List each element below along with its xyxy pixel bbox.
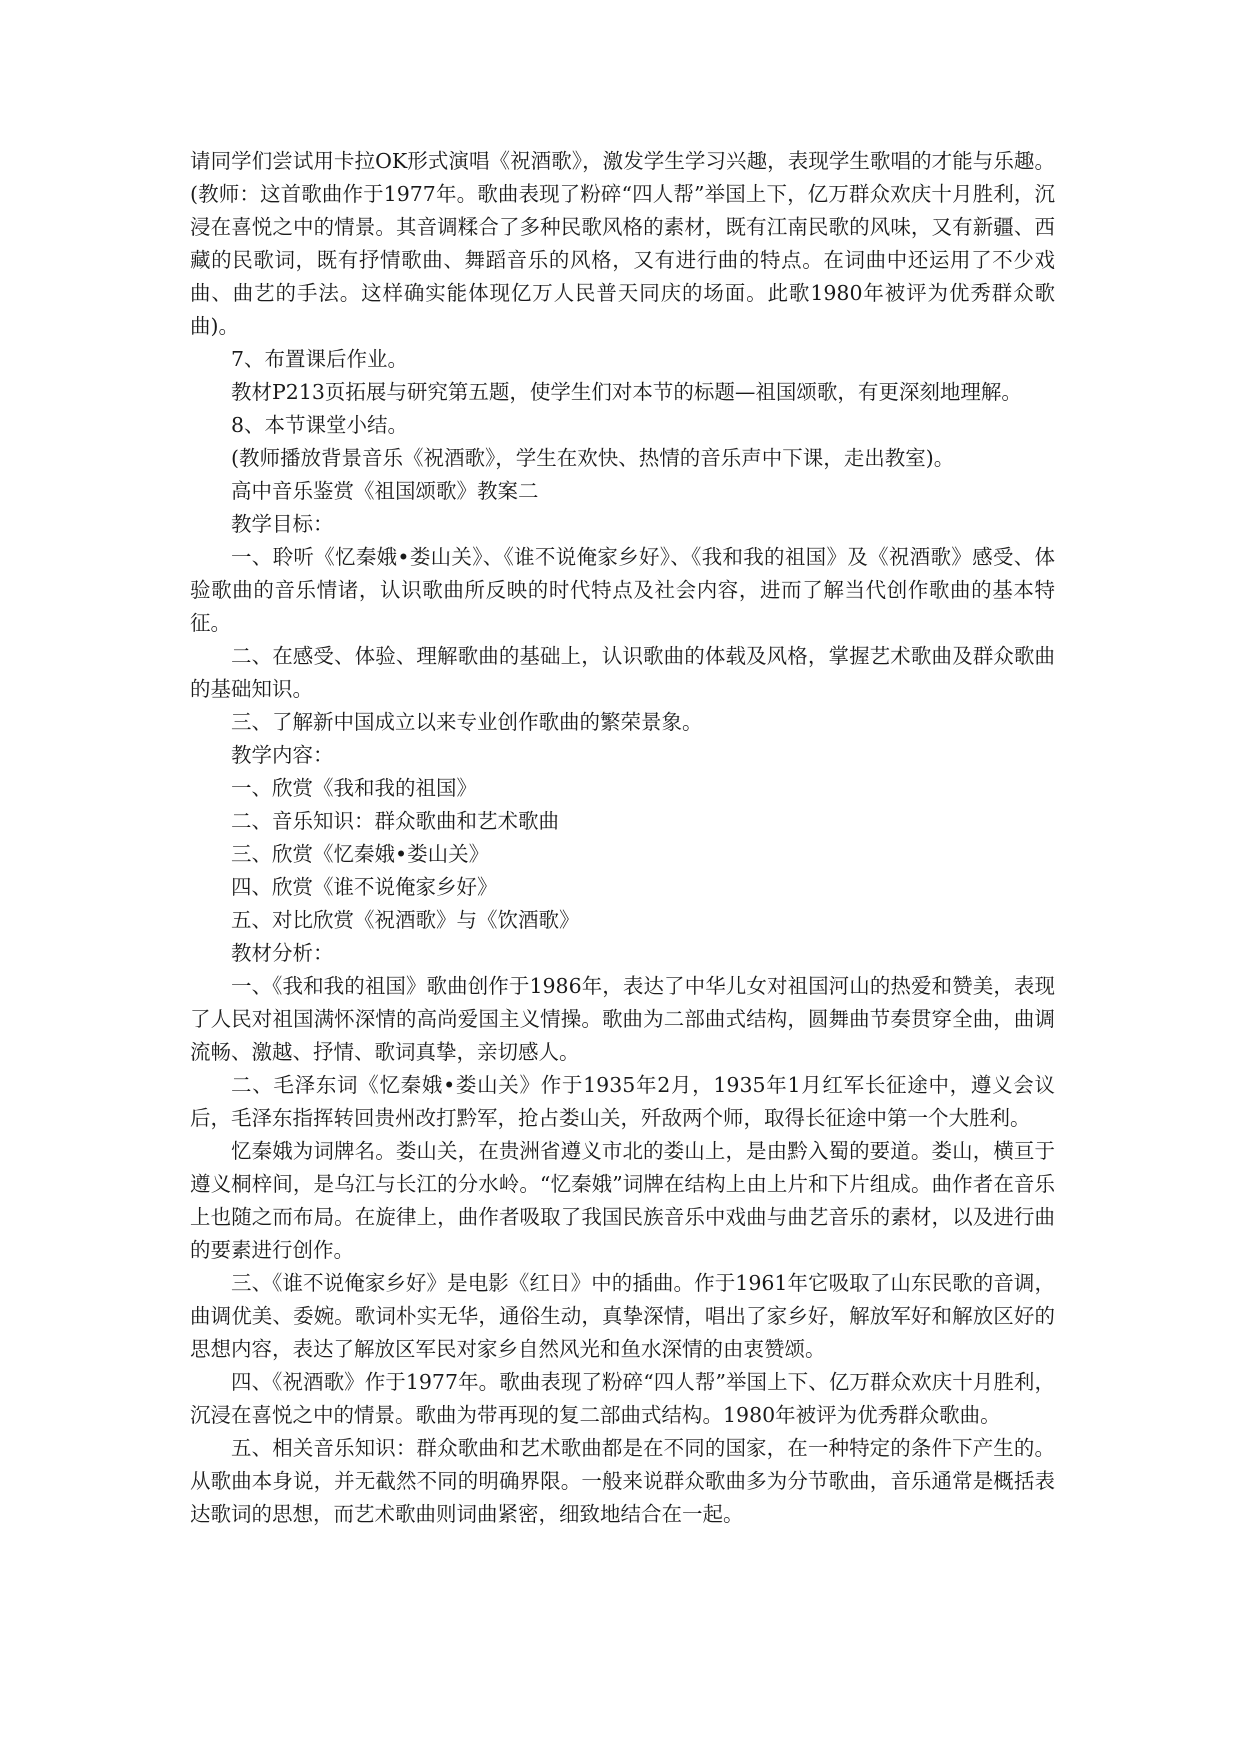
paragraph-step-8: 8、本节课堂小结。 <box>231 413 409 437</box>
section-heading-lesson-two: 高中音乐鉴赏《祖国颂歌》教案二 <box>231 479 539 503</box>
analysis-item-1: 一、《我和我的祖国》歌曲创作于1986年，表达了中华儿女对祖国河山的热爱和赞美，表现了人民对祖国满怀深情的高尚爱国主义情操。歌曲为二部曲式结构，圆舞曲节奏贯穿全曲，曲调流畅、激越、抒情、歌词真挚，亲切感人。 <box>190 974 1055 1064</box>
content-item-1: 一、欣赏《我和我的祖国》 <box>231 776 477 800</box>
content-item-2: 二、音乐知识：群众歌曲和艺术歌曲 <box>231 809 559 833</box>
analysis-item-5: 五、相关音乐知识：群众歌曲和艺术歌曲都是在不同的国家，在一种特定的条件下产生的。从歌曲本身说，并无截然不同的明确界限。一般来说群众歌曲多为分节歌曲，音乐通常是概括表达歌词的思想，而艺术歌曲则词曲紧密，细致地结合在一起。 <box>190 1436 1055 1526</box>
heading-material-analysis: 教材分析： <box>231 941 334 965</box>
analysis-item-3: 三、《谁不说俺家乡好》是电影《红日》中的插曲。作于1961年它吸取了山东民歌的音调，曲调优美、委婉。歌词朴实无华，通俗生动，真挚深情，唱出了家乡好，解放军好和解放区好的思想内容，表达了解放区军民对家乡自然风光和鱼水深情的由衷赞颂。 <box>190 1271 1055 1361</box>
content-item-4: 四、欣赏《谁不说俺家乡好》 <box>231 875 498 899</box>
analysis-item-2-detail: 忆秦娥为词牌名。娄山关，在贵洲省遵义市北的娄山上，是由黔入蜀的要道。娄山，横亘于遵义桐梓间，是乌江与长江的分水岭。“忆秦娥”词牌在结构上由上片和下片组成。曲作者在音乐上也随之而布局。在旋律上，曲作者吸取了我国民族音乐中戏曲与曲艺音乐的素材，以及进行曲的要素进行创作。 <box>190 1139 1055 1262</box>
paragraph-karaoke-activity: 请同学们尝试用卡拉OK形式演唱《祝酒歌》，激发学生学习兴趣，表现学生歌唱的才能与乐趣。(教师：这首歌曲作于1977年。歌曲表现了粉碎“四人帮”举国上下，亿万群众欢庆十月胜利，沉浸在喜悦之中的情景。其音调糅合了多种民歌风格的素材，既有江南民歌的风味，又有新疆、西藏的民歌词，既有抒情歌曲、舞蹈音乐的风格，又有进行曲的特点。在词曲中还运用了不少戏曲、曲艺的手法。这样确实能体现亿万人民普天同庆的场面。此歌1980年被评为优秀群众歌曲)。 <box>190 149 1055 338</box>
paragraph-closing-music: (教师播放背景音乐《祝酒歌》，学生在欢快、热情的音乐声中下课，走出教室)。 <box>231 446 955 470</box>
goal-item-2: 二、在感受、体验、理解歌曲的基础上，认识歌曲的体载及风格，掌握艺术歌曲及群众歌曲的基础知识。 <box>190 644 1055 701</box>
content-item-3: 三、欣赏《忆秦娥•娄山关》 <box>231 842 490 866</box>
paragraph-step-7: 7、布置课后作业。 <box>231 347 409 371</box>
goal-item-1: 一、聆听《忆秦娥•娄山关》、《谁不说俺家乡好》、《我和我的祖国》及《祝酒歌》感受、体验歌曲的音乐情诸，认识歌曲所反映的时代特点及社会内容，进而了解当代创作歌曲的基本特征。 <box>190 545 1055 635</box>
paragraph-homework: 教材P213页拓展与研究第五题，使学生们对本节的标题—祖国颂歌，有更深刻地理解。 <box>231 380 1022 404</box>
content-item-5: 五、对比欣赏《祝酒歌》与《饮酒歌》 <box>231 908 580 932</box>
heading-teaching-goals: 教学目标： <box>231 512 334 536</box>
goal-item-3: 三、了解新中国成立以来专业创作歌曲的繁荣景象。 <box>231 710 703 734</box>
analysis-item-4: 四、《祝酒歌》作于1977年。歌曲表现了粉碎“四人帮”举国上下、亿万群众欢庆十月胜利，沉浸在喜悦之中的情景。歌曲为带再现的复二部曲式结构。1980年被评为优秀群众歌曲。 <box>190 1370 1055 1427</box>
analysis-item-2: 二、毛泽东词《忆秦娥•娄山关》作于1935年2月，1935年1月红军长征途中，遵义会议后，毛泽东指挥转回贵州改打黔军，抢占娄山关，歼敌两个师，取得长征途中第一个大胜利。 <box>190 1073 1055 1130</box>
document-page <box>190 145 1055 1531</box>
heading-teaching-content: 教学内容： <box>231 743 334 767</box>
